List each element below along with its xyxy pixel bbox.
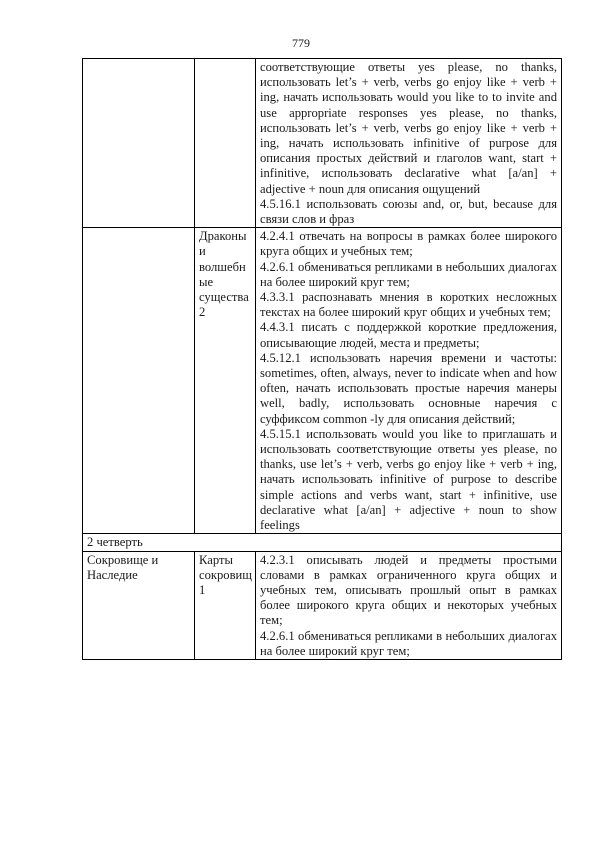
objectives-cell: 4.2.3.1 описывать людей и предметы простыми словами в рамках ограниченного круга общих и учебных тем, описывать прошлый опыт в рамках более широкого круга общих и некоторых учебных тем; 4.2.6.1 обмениваться репликами в небольших диалогах на более широкий круг тем; [256,551,562,659]
table-row [83,551,562,659]
table-row [83,228,562,534]
topic-cell [195,59,256,228]
objectives-cell: соответствующие ответы yes please, no thanks, использовать let’s + verb, verbs go enjoy like + verb + ing, начать использовать would you like to to invite and use appropriate responses yes please, no thanks, использовать let’s + verb, verbs go enjoy like + verb + ing, начать использовать infinitive of purpose для описания простых действий и глаголов want, start + infinitive, использовать declarative what [a/an] + adjective + noun для описания ощущений 4.5.16.1 использовать союзы and, or, but, because для связи слов и фраз [256,59,562,228]
topic-cell: Карты сокровищ 1 [195,551,256,659]
section-cell [83,59,195,228]
page-number: 779 [292,36,310,50]
section-cell [83,228,195,534]
objectives-cell: 4.2.4.1 отвечать на вопросы в рамках более широкого круга общих и учебных тем; 4.2.6.1 обмениваться репликами в небольших диалогах на более широкий круг тем; 4.3.3.1 распознавать мнения в коротких несложных текстах на более широкий круг общих и учебных тем; 4.4.3.1 писать с поддержкой короткие предложения, описывающие людей, места и предметы; 4.5.12.1 использовать наречия времени и частоты: sometimes, often, always, never to indicate when and how often, начать использовать простые наречия манеры well, badly, использовать основные наречия с суффиксом common -ly для описания действий; 4.5.15.1 использовать would you like to приглашать и использовать соответствующие ответы yes please, no thanks, use let’s + verb, verbs go enjoy like + verb + ing, начать использовать infinitive of purpose to describe simple actions and verbs want, start + infinitive, use declarative what [a/an] + adjective + noun to show feelings [256,228,562,534]
quarter-row [83,534,562,551]
curriculum-table [82,58,562,660]
quarter-label: 2 четверть [83,534,562,551]
topic-cell: Драконы и волшебн ые существа 2 [195,228,256,534]
section-cell: Сокровище и Наследие [83,551,195,659]
table-row [83,59,562,228]
